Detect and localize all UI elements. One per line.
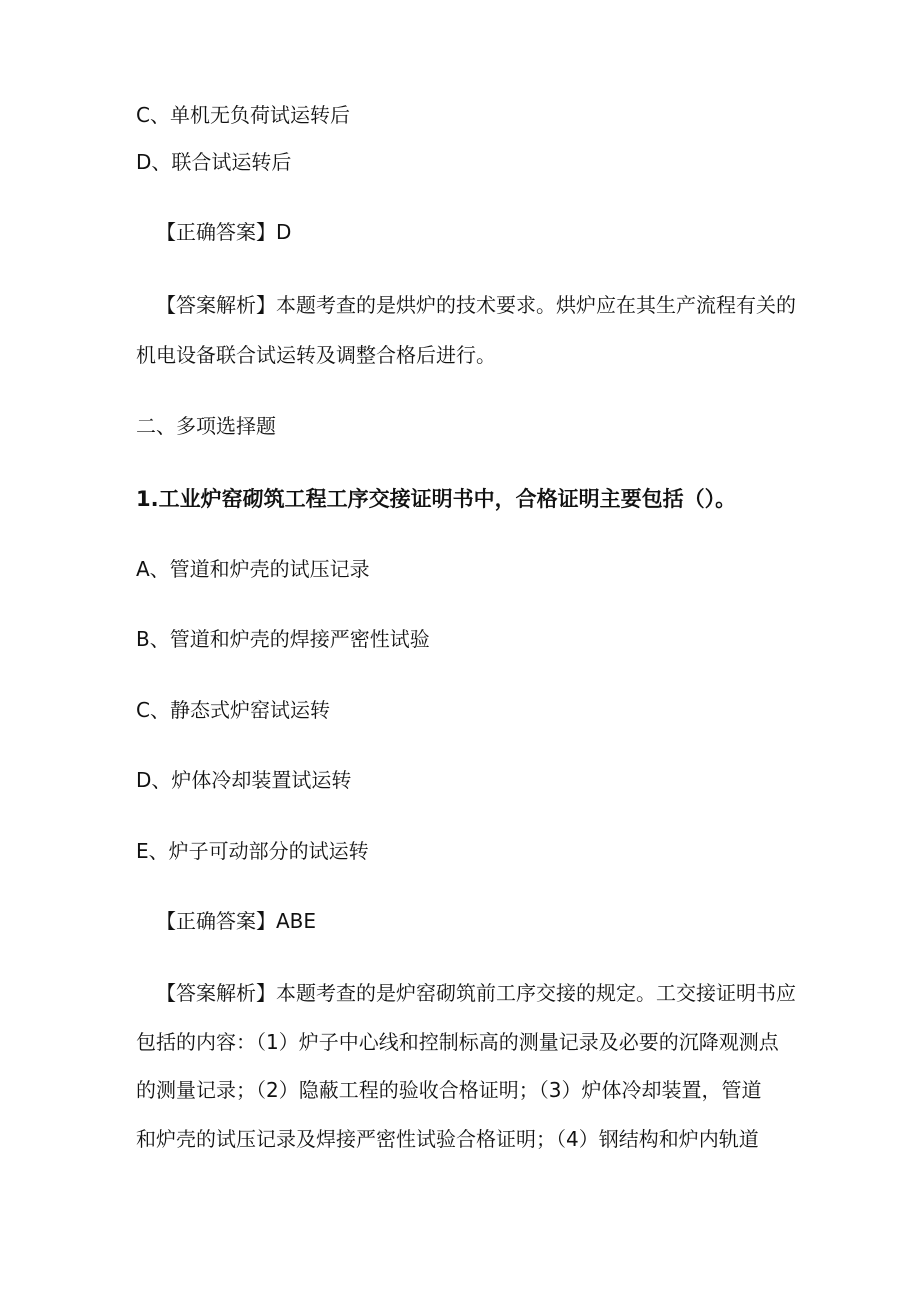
option-d: D、炉体冷却装置试运转 [136, 768, 352, 792]
option-e: E、炉子可动部分的试运转 [136, 839, 369, 863]
explanation-2-line-1: 【答案解析】本题考查的是炉窑砌筑前工序交接的规定。工交接证明书应 [156, 981, 796, 1005]
correct-answer-2: 【正确答案】ABE [156, 909, 317, 933]
option-c: C、静态式炉窑试运转 [136, 698, 330, 722]
section-heading: 二、多项选择题 [136, 414, 276, 438]
explanation-2-line-4: 和炉壳的试压记录及焊接严密性试验合格证明；（4）钢结构和炉内轨道 [136, 1127, 759, 1151]
option-c-prev: C、单机无负荷试运转后 [136, 103, 350, 127]
option-b: B、管道和炉壳的焊接严密性试验 [136, 627, 430, 651]
correct-answer-1: 【正确答案】D [156, 220, 292, 244]
explanation-1-line-1: 【答案解析】本题考查的是烘炉的技术要求。烘炉应在其生产流程有关的 [156, 293, 796, 317]
option-a: A、管道和炉壳的试压记录 [136, 557, 370, 581]
explanation-2-line-3: 的测量记录；（2）隐蔽工程的验收合格证明；（3）炉体冷却装置，管道 [136, 1078, 762, 1102]
explanation-2-line-2: 包括的内容：（1）炉子中心线和控制标高的测量记录及必要的沉降观测点 [136, 1030, 779, 1054]
question-1: 1.工业炉窑砌筑工程工序交接证明书中，合格证明主要包括（）。 [136, 487, 737, 511]
option-d-prev: D、联合试运转后 [136, 150, 292, 174]
explanation-1-line-2: 机电设备联合试运转及调整合格后进行。 [136, 343, 496, 367]
